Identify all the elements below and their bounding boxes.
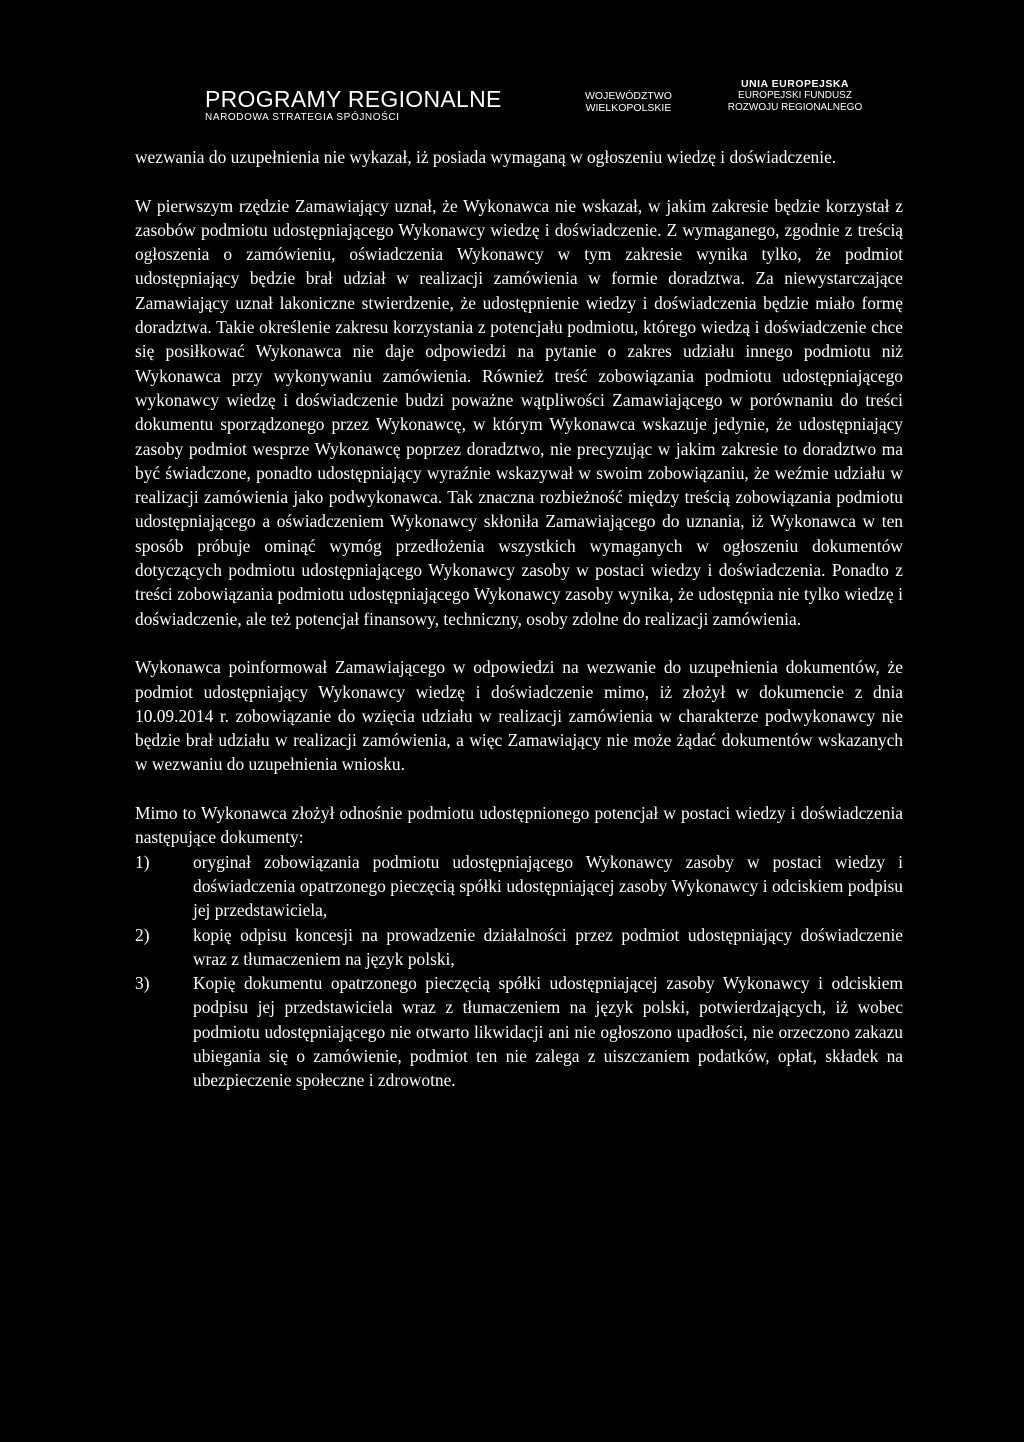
programy-regionalne-subtitle: NARODOWA STRATEGIA SPÓJNOŚCI: [205, 112, 400, 123]
list-item-number: 3): [135, 973, 150, 994]
wojewodztwo-wielkopolskie-logo: [585, 90, 672, 114]
unia-line-3: ROZWOJU REGIONALNEGO: [727, 102, 863, 113]
unia-line-2: EUROPEJSKI FUNDUSZ: [738, 90, 852, 101]
paragraph-3: Wykonawca poinformował Zamawiającego w odpowiedzi na wezwanie do uzupełnienia dokumentów, że podmiot udostępniający Wykonawcy wiedzę i doświadczenie mimo, iż złożył w dokumencie z dnia 10.09.2014 r. zobowiązanie do wzięcia udziału w realizacji zamówienia w charakterze podwykonawcy nie będzie brał udziału w realizacji zamówienia, a więc Zamawiający nie może żądać dokumentów wskazanych w wezwaniu do uzupełnienia wniosku.: [135, 657, 903, 775]
unia-line-1: UNIA EUROPEJSKA: [740, 78, 850, 90]
paragraph-2: W pierwszym rzędzie Zamawiający uznał, że Wykonawca nie wskazał, w jakim zakresie będzie korzystał z zasobów podmiotu udostępniającego Wykonawcy wiedzę i doświadczenie. Z wymaganego, zgodnie z treścią ogłoszenia o zamówieniu, oświadczenia Wykonawcy w tym zakresie wynika tylko, że podmiot udostępniający będzie brał udział w realizacji zamówienia w formie doradztwa. Za niewystarczające Zamawiający uznał lakoniczne stwierdzenie, że udostępnienie wiedzy i doświadczenia będzie miało formę doradztwa. Takie określenie zakresu korzystania z potencjału podmiotu, którego wiedzą i doświadczenie chce się posiłkować Wykonawca nie daje odpowiedzi na pytanie o zakres udziału innego podmiotu niż Wykonawca przy wykonywaniu zamówienia. Również treść zobowiązania podmiotu udostępniającego wykonawcy wiedzę i doświadczenie budzi poważne wątpliwości Zamawiającego w porównaniu do treści dokumentu sporządzonego przez Wykonawcę, w którym Wykonawca wskazuje jedynie, że udostępniający zasoby podmiot wesprze Wykonawcę poprzez doradztwo, nie precyzując w jakim zakresie to doradztwo ma być świadczone, ponadto udostępniający wyraźnie wskazywał w swoim zobowiązaniu, że weźmie udziału w realizacji zamówienia jako podwykonawca. Tak znaczna rozbieżność między treścią zobowiązania podmiotu udostępniającego a oświadczeniem Wykonawcy skłoniła Zamawiającego do uznania, iż Wykonawca w ten sposób próbuje ominąć wymóg przedłożenia wszystkich wymaganych w ogłoszeniu dokumentów dotyczących podmiotu udostępniającego Wykonawcy zasoby w postaci wiedzy i doświadczenia. Ponadto z treści zobowiązania podmiotu udostępniającego Wykonawcy zasoby wynika, że udostępnia nie tylko wiedzę i doświadczenie, ale też potencjał finansowy, techniczny, osoby zdolne do realizacji zamówienia.: [135, 195, 903, 629]
programy-regionalne-logo: [205, 86, 502, 124]
document-list: [135, 850, 903, 1093]
wojewodztwo-line-2: WIELKOPOLSKIE: [585, 102, 672, 114]
list-item-number: 1): [135, 851, 150, 872]
programy-regionalne-title: PROGRAMY REGIONALNE: [205, 86, 502, 112]
list-item: [135, 971, 903, 1092]
list-item: [135, 850, 903, 923]
list-item-text: Kopię dokumentu opatrzonego pieczęcią spółki udostępniającej zasoby Wykonawcy i odciskiem podpisu jej przedstawiciela wraz z tłumaczeniem na język polski, potwierdzających, iż wobec podmiotu udostępniającego nie otwarto likwidacji ani nie ogłoszono upadłości, nie orzeczono zakazu ubiegania się o zamówienie, podmiot ten nie zalega z uiszczaniem podatków, opłat, składek na ubezpieczenie społeczne i zdrowotne.: [193, 973, 903, 1091]
list-item-number: 2): [135, 924, 150, 945]
document-body: [135, 145, 903, 1093]
page-header: [205, 78, 875, 128]
unia-europejska-logo: [715, 78, 875, 114]
wojewodztwo-line-1: WOJEWÓDZTWO: [585, 90, 672, 102]
paragraph-1: wezwania do uzupełnienia nie wykazał, iż posiada wymaganą w ogłoszeniu wiedzę i doświadczenie.: [135, 147, 837, 167]
list-item-text: kopię odpisu koncesji na prowadzenie działalności przez podmiot udostępniający doświadczenie wraz z tłumaczeniem na język polski,: [193, 924, 903, 969]
list-item: [135, 923, 903, 972]
list-item-text: oryginał zobowiązania podmiotu udostępniającego Wykonawcy zasoby w postaci wiedzy i doświadczenia opatrzonego pieczęcią spółki udostępniającej zasoby Wykonawcy i odciskiem podpisu jej przedstawiciela,: [193, 851, 903, 921]
paragraph-4: Mimo to Wykonawca złożył odnośnie podmiotu udostępnionego potencjał w postaci wiedzy i doświadczenia następujące dokumenty:: [135, 803, 903, 848]
